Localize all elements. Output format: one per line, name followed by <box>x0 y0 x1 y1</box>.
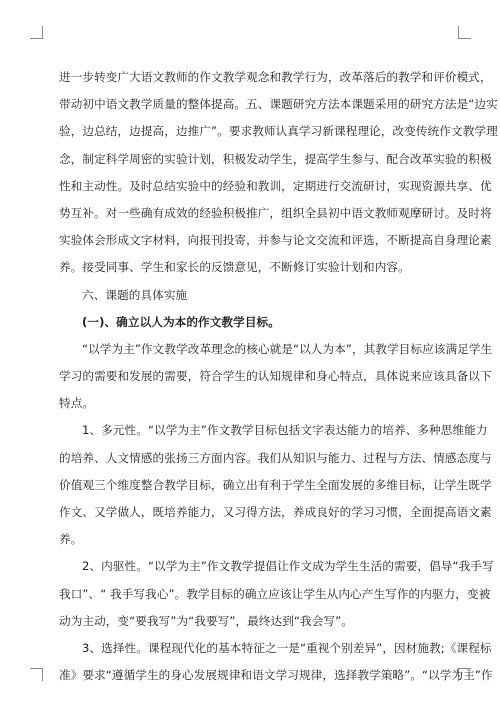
text-line: 养。 <box>59 532 83 547</box>
text-line: 势互补。对一些确有成效的经验积极推广，组织全县初中语文教师观摩研讨。及时将 <box>59 205 492 220</box>
text-line: “以学为主”作文教学改革理念的核心就是“以人为本”，其教学目标应该满足学生 <box>82 341 493 356</box>
text-line: 准》要求“遵循学生的身心发展规律和语文学习规律，选择教学策略”。“以学为主”作 <box>59 668 493 683</box>
text-line: 养。接受同事、学生和家长的反馈意见，不断修订实验计划和内容。 <box>59 260 410 275</box>
text-line: 3、选择性。课程现代化的基本特征之一是“重视个别差异”，因材施教;《课程标 <box>82 640 492 655</box>
document-body <box>59 64 498 689</box>
text-line: 进一步转变广大语文教师的作文教学观念和教学行为，改革落后的教学和评价模式， <box>59 70 492 84</box>
text-line: 特点。 <box>59 396 95 411</box>
crop-mark-top-left <box>30 26 43 39</box>
text-line: 六、课题的具体实施 <box>82 287 188 302</box>
text-line: 作文、又学做人，既培养能力，又习得方法，养成良好的学习习惯，全面提高语文素 <box>59 505 492 519</box>
text-line: 念，制定科学周密的实验计划，积极发动学生，提高学生参与、配合改革实验的积极 <box>59 151 492 166</box>
text-line: (一)、确立以人为本的作文教学目标。 <box>82 314 280 329</box>
crop-mark-bottom-left <box>30 668 43 681</box>
text-line: 1、多元性。“以学为主”作文教学目标包括文字表达能力的培养、多种思维能力 <box>82 423 488 438</box>
text-line: 学习的需要和发展的需要，符合学生的认知规律和身心特点，具体说来应该具备以下 <box>59 369 492 384</box>
text-line: 2、内驱性。“以学为主”作文教学提倡让作文成为学生生活的需要，倡导“我手写 <box>82 559 494 574</box>
text-line: 的培养、人文情感的张扬三方面内容。我们从知识与能力、过程与方法、情感态度与 <box>59 450 492 465</box>
text-line: 我口”、“ 我手写我心”。教学目标的确立应该让学生从内心产生写作的内驱力，变被 <box>59 586 491 601</box>
text-line: 动为主动，变“要我写”为“我要写”，最终达到“我会写”。 <box>59 613 353 628</box>
text-line: 实验体会形成文字材料，向报刊投寄，并参与论文交流和评选，不断提高自身理论素 <box>59 233 492 248</box>
crop-mark-top-right <box>458 26 471 39</box>
text-line: 验，边总结，边提高，边推广”。要求教师认真学习新课程理论，改变传统作文教学理 <box>59 124 498 139</box>
text-line: 性和主动性。及时总结实验中的经验和教训，定期进行交流研讨，实现资源共享、优 <box>59 178 492 193</box>
text-line: 带动初中语文教学质量的整体提高。五、课题研究方法本课题采用的研究方法是“边实 <box>59 97 498 112</box>
text-line: 价值观三个维度整合教学目标，确立出有利于学生全面发展的多维目标，让学生既学 <box>59 477 492 492</box>
